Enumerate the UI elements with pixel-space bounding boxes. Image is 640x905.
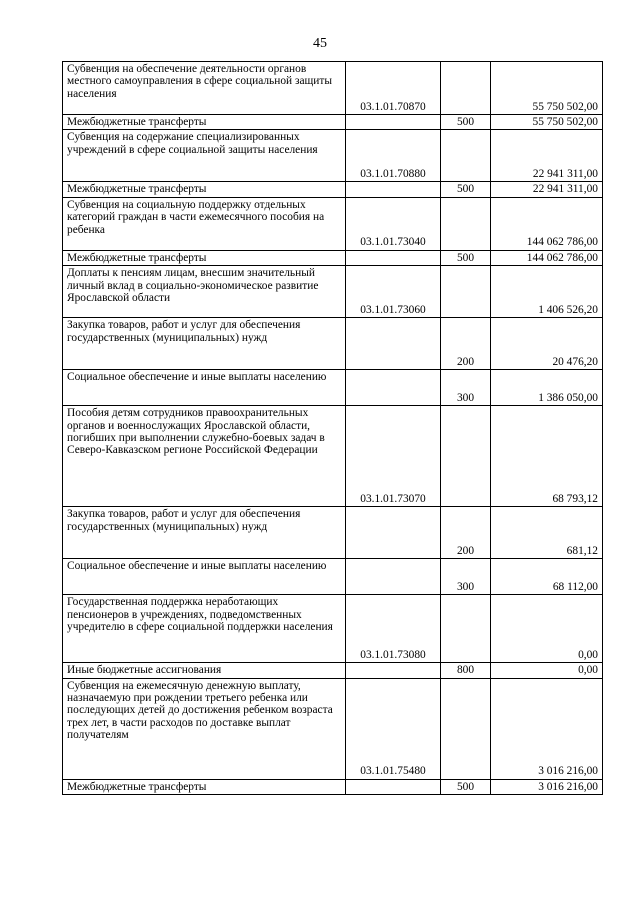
table-row (63, 182, 603, 197)
row-type (441, 62, 491, 115)
row-amount: 55 750 502,00 (491, 62, 603, 115)
row-type (441, 678, 491, 779)
table-row (63, 507, 603, 559)
table-row (63, 62, 603, 115)
row-amount: 68 793,12 (491, 406, 603, 507)
row-type: 500 (441, 182, 491, 197)
row-type: 300 (441, 370, 491, 406)
row-name: Социальное обеспечение и иные выплаты населению (63, 559, 346, 595)
page-number: 45 (313, 36, 327, 51)
row-type (441, 197, 491, 250)
row-type: 500 (441, 779, 491, 794)
row-code: 03.1.01.73040 (346, 197, 441, 250)
row-code: 03.1.01.73070 (346, 406, 441, 507)
row-code (346, 182, 441, 197)
row-amount: 681,12 (491, 507, 603, 559)
row-type: 500 (441, 250, 491, 265)
row-code (346, 559, 441, 595)
row-amount: 1 406 526,20 (491, 266, 603, 318)
row-amount: 3 016 216,00 (491, 779, 603, 794)
row-code (346, 250, 441, 265)
row-amount: 1 386 050,00 (491, 370, 603, 406)
row-type: 500 (441, 115, 491, 130)
row-code (346, 507, 441, 559)
row-type (441, 595, 491, 663)
row-name: Закупка товаров, работ и услуг для обеспечения государственных (муниципальных) нужд (63, 318, 346, 370)
row-amount: 22 941 311,00 (491, 182, 603, 197)
row-amount: 0,00 (491, 663, 603, 678)
row-amount: 144 062 786,00 (491, 197, 603, 250)
row-name: Межбюджетные трансферты (63, 779, 346, 794)
table-row (63, 197, 603, 250)
table-row (63, 370, 603, 406)
row-type (441, 266, 491, 318)
table-row (63, 115, 603, 130)
table-row (63, 318, 603, 370)
row-type (441, 130, 491, 182)
row-name: Иные бюджетные ассигнования (63, 663, 346, 678)
row-code (346, 370, 441, 406)
table-row (63, 779, 603, 794)
row-code (346, 318, 441, 370)
row-amount: 0,00 (491, 595, 603, 663)
row-amount: 144 062 786,00 (491, 250, 603, 265)
row-amount: 22 941 311,00 (491, 130, 603, 182)
table-row (63, 559, 603, 595)
row-code: 03.1.01.75480 (346, 678, 441, 779)
row-name: Субвенция на ежемесячную денежную выплату, назначаемую при рождении третьего ребенка или последующих детей до достижения ребенком возраста трех лет, в части расходов по доставке выплат получателям (63, 678, 346, 779)
row-name: Доплаты к пенсиям лицам, внесшим значительный личный вклад в социально-экономическое развитие Ярославской области (63, 266, 346, 318)
row-code: 03.1.01.70870 (346, 62, 441, 115)
row-type: 200 (441, 507, 491, 559)
row-amount: 68 112,00 (491, 559, 603, 595)
row-type (441, 406, 491, 507)
row-name: Пособия детям сотрудников правоохранительных органов и военнослужащих Ярославской области, погибших при выполнении служебно-боевых задач в Северо-Кавказском регионе Российской Федерации (63, 406, 346, 507)
table-row (63, 406, 603, 507)
row-name: Закупка товаров, работ и услуг для обеспечения государственных (муниципальных) нужд (63, 507, 346, 559)
row-name: Субвенция на социальную поддержку отдельных категорий граждан в части ежемесячного пособия на ребенка (63, 197, 346, 250)
row-code (346, 663, 441, 678)
row-code (346, 115, 441, 130)
table-row (63, 130, 603, 182)
row-code: 03.1.01.70880 (346, 130, 441, 182)
row-name: Межбюджетные трансферты (63, 250, 346, 265)
table-row (63, 250, 603, 265)
row-type: 300 (441, 559, 491, 595)
row-code: 03.1.01.73080 (346, 595, 441, 663)
table-row (63, 266, 603, 318)
row-name: Субвенция на обеспечение деятельности органов местного самоуправления в сфере социальной защиты населения (63, 62, 346, 115)
budget-table (62, 61, 603, 795)
row-name: Социальное обеспечение и иные выплаты населению (63, 370, 346, 406)
row-amount: 20 476,20 (491, 318, 603, 370)
row-type: 200 (441, 318, 491, 370)
row-amount: 3 016 216,00 (491, 678, 603, 779)
table-row (63, 595, 603, 663)
row-amount: 55 750 502,00 (491, 115, 603, 130)
row-name: Межбюджетные трансферты (63, 182, 346, 197)
row-code (346, 779, 441, 794)
table-row (63, 663, 603, 678)
table-row (63, 678, 603, 779)
row-name: Субвенция на содержание специализированных учреждений в сфере социальной защиты населения (63, 130, 346, 182)
row-name: Межбюджетные трансферты (63, 115, 346, 130)
row-code: 03.1.01.73060 (346, 266, 441, 318)
row-type: 800 (441, 663, 491, 678)
row-name: Государственная поддержка неработающих пенсионеров в учреждениях, подведомственных учредителю в сфере социальной поддержки населения (63, 595, 346, 663)
